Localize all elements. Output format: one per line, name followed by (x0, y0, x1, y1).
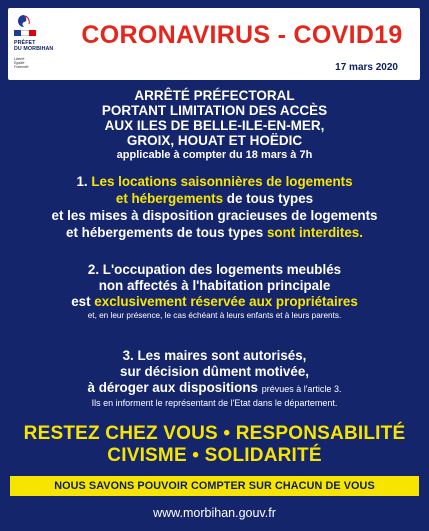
measure-text: sur décision dûment motivée, (120, 364, 309, 379)
headline-line: ARRÊTÉ PRÉFECTORAL (134, 88, 295, 103)
prefecture-logo (12, 12, 64, 76)
civic-motto (0, 423, 429, 467)
headline-subtitle: applicable à compter du 18 mars à 7h (116, 149, 313, 161)
logo-prefet-text: PRÉFET DU MORBIHAN (14, 40, 54, 52)
measure-text: 3. Les maires sont autorisés, (122, 348, 307, 363)
motto-line: RESTEZ CHEZ VOUS • RESPONSABILITÉ (23, 423, 406, 444)
highlight-text: exclusivement réservée aux propriétaires (94, 294, 358, 309)
call-to-action-banner: NOUS SAVONS POUVOIR COMPTER SUR CHACUN DE VOUS (10, 476, 419, 496)
marianne-icon (14, 14, 34, 28)
measure-footnote: Ils en informent le représentant de l'Etat dans le département. (91, 398, 338, 408)
header-card (8, 8, 420, 80)
measure-text: 2. L'occupation des logements meublés (87, 262, 342, 277)
motto-line: CIVISME • SOLIDARITÉ (107, 445, 322, 466)
headline-line: PORTANT LIMITATION DES ACCÈS (101, 103, 328, 118)
measure-text: et hébergements de tous types (66, 225, 264, 240)
publication-date: 17 mars 2020 (335, 62, 398, 73)
page-title: CORONAVIRUS - COVID19 (81, 20, 403, 49)
highlight-text: et hébergements (115, 191, 224, 206)
measure-1 (0, 173, 429, 241)
headline-line: AUX ILES DE BELLE-ILE-EN-MER, (104, 118, 325, 133)
measure-text: à déroger aux dispositions (87, 380, 258, 395)
measure-footnote: prévues à l'article 3. (261, 384, 342, 394)
measure-number: 1. (76, 174, 88, 189)
logo-motto-text: Liberté Égalité Fraternité (14, 57, 29, 69)
flag-icon (14, 30, 36, 36)
measure-text: de tous types (226, 191, 314, 206)
measure-footnote: et, en leur présence, le cas échéant à leurs enfants et à leurs parents. (87, 311, 342, 320)
highlight-text: sont interdites. (266, 225, 363, 240)
website-link[interactable]: www.morbihan.gouv.fr (153, 506, 276, 520)
measure-text: non affectés à l'habitation principale (98, 278, 331, 293)
measure-3 (0, 348, 429, 410)
decree-headline (0, 88, 429, 162)
headline-line: GROIX, HOUAT ET HOËDIC (126, 133, 303, 148)
measure-text: et les mises à disposition gracieuses de logements (51, 208, 378, 223)
highlight-text: Les locations saisonnières de logements (91, 174, 353, 189)
measure-text: est (71, 294, 91, 309)
measure-2 (0, 262, 429, 322)
